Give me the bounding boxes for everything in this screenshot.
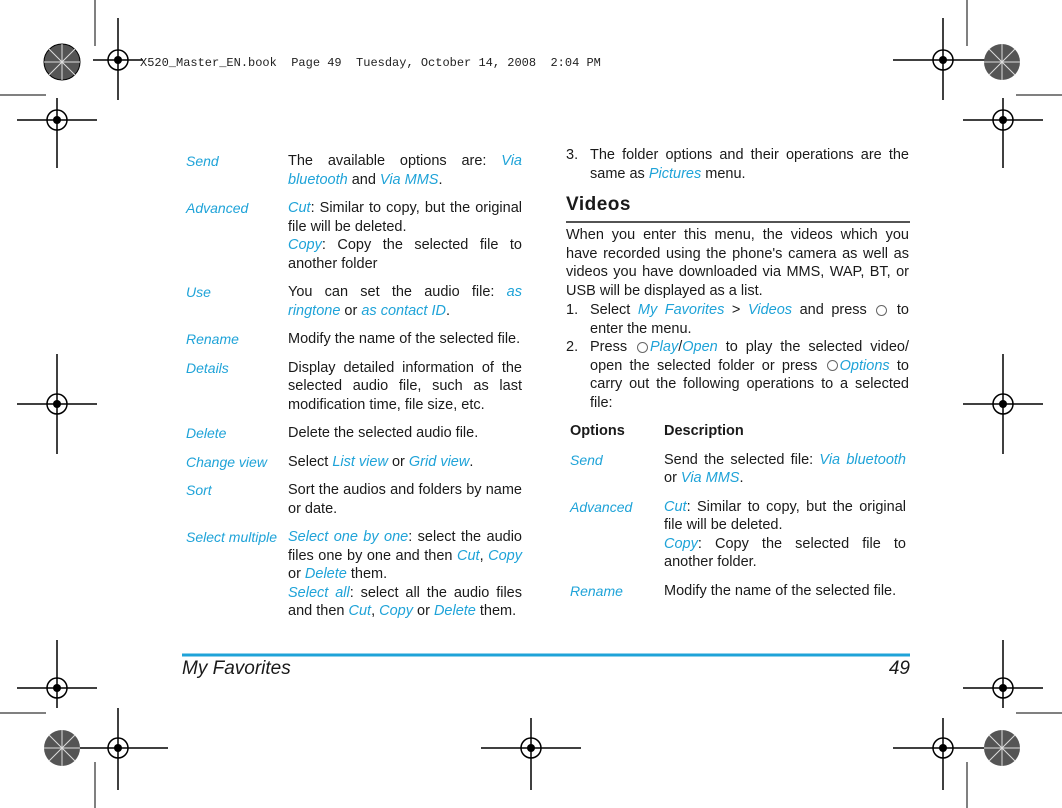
table-row xyxy=(186,481,522,528)
option-description: Display detailed information of the selected audio file, such as last modification time, file size, etc. xyxy=(288,359,522,413)
table-row xyxy=(186,330,522,359)
option-term: Change view xyxy=(186,453,267,470)
option-description: Modify the name of the selected file. xyxy=(288,331,521,347)
column-header-description: Description xyxy=(664,423,744,439)
option-description: Send the selected file: Via bluetooth or Via MMS. xyxy=(664,451,906,486)
list-item xyxy=(566,146,909,183)
table-row xyxy=(186,359,522,425)
table-row xyxy=(570,451,906,498)
option-description: Modify the name of the selected file. xyxy=(664,582,897,599)
footer-section-title: My Favorites xyxy=(182,658,291,679)
table-row xyxy=(186,152,522,199)
table-row xyxy=(186,424,522,453)
list-item xyxy=(566,301,909,338)
option-description: Select one by one: select the audio files one by one and then Cut, Copy or Delete them. Select all: select all the audio files and then Cut, Copy or Delete them. xyxy=(288,529,522,619)
options-table-audio xyxy=(186,152,522,631)
column-header-options: Options xyxy=(570,423,625,439)
table-row xyxy=(186,528,522,631)
page-number: 49 xyxy=(888,658,910,679)
option-term: Delete xyxy=(186,425,227,441)
print-header: X520_Master_EN.book Page 49 Tuesday, October 14, 2008 2:04 PM xyxy=(140,56,601,70)
table-row xyxy=(570,582,906,611)
step-number: 2. xyxy=(566,339,579,355)
option-term: Send xyxy=(186,153,219,169)
step-text: Press Play/Open to play the selected video/ open the selected folder or press Options to carry out the following operations to a selected file: xyxy=(590,339,910,411)
step-number: 3. xyxy=(566,147,579,163)
table-row xyxy=(186,199,522,283)
option-term: Rename xyxy=(186,331,239,347)
options-table-video xyxy=(570,422,906,610)
option-term: Send xyxy=(570,451,603,468)
list-item xyxy=(566,338,909,412)
step-list xyxy=(566,301,909,412)
option-term: Advanced xyxy=(570,498,633,515)
option-description: Cut: Similar to copy, but the original file will be deleted. Copy: Copy the selected file to another folder. xyxy=(664,498,906,570)
option-description: You can set the audio file: as ringtone or as contact ID. xyxy=(288,284,522,319)
step-number: 1. xyxy=(566,302,579,318)
table-row xyxy=(186,283,522,330)
table-row xyxy=(186,453,522,482)
option-term: Advanced xyxy=(186,200,249,216)
step-text: Select My Favorites > Videos and press to enter the menu. xyxy=(590,302,909,337)
option-term: Rename xyxy=(570,582,623,599)
option-description: Select List view or Grid view. xyxy=(288,453,474,470)
table-row xyxy=(570,498,906,582)
option-term: Use xyxy=(186,284,211,300)
option-description: Delete the selected audio file. xyxy=(288,425,479,441)
option-description: Cut: Similar to copy, but the original file will be deleted. Copy: Copy the selected file to another folder xyxy=(288,200,522,272)
option-term: Details xyxy=(186,359,229,376)
intro-paragraph: When you enter this menu, the videos which you have recorded using the phone's camera as well as videos you have downloaded via MMS, WAP, BT, or USB will be displayed as a list. xyxy=(566,227,909,299)
section-title: Videos xyxy=(566,194,631,215)
option-term: Select multiple xyxy=(186,529,278,545)
option-description: Sort the audios and folders by name or date. xyxy=(288,482,522,517)
step-list-continued xyxy=(566,146,909,183)
option-term: Sort xyxy=(186,482,212,498)
step-text: The folder options and their operations are the same as Pictures menu. xyxy=(590,147,909,182)
option-description: The available options are: Via bluetooth and Via MMS. xyxy=(288,153,522,188)
